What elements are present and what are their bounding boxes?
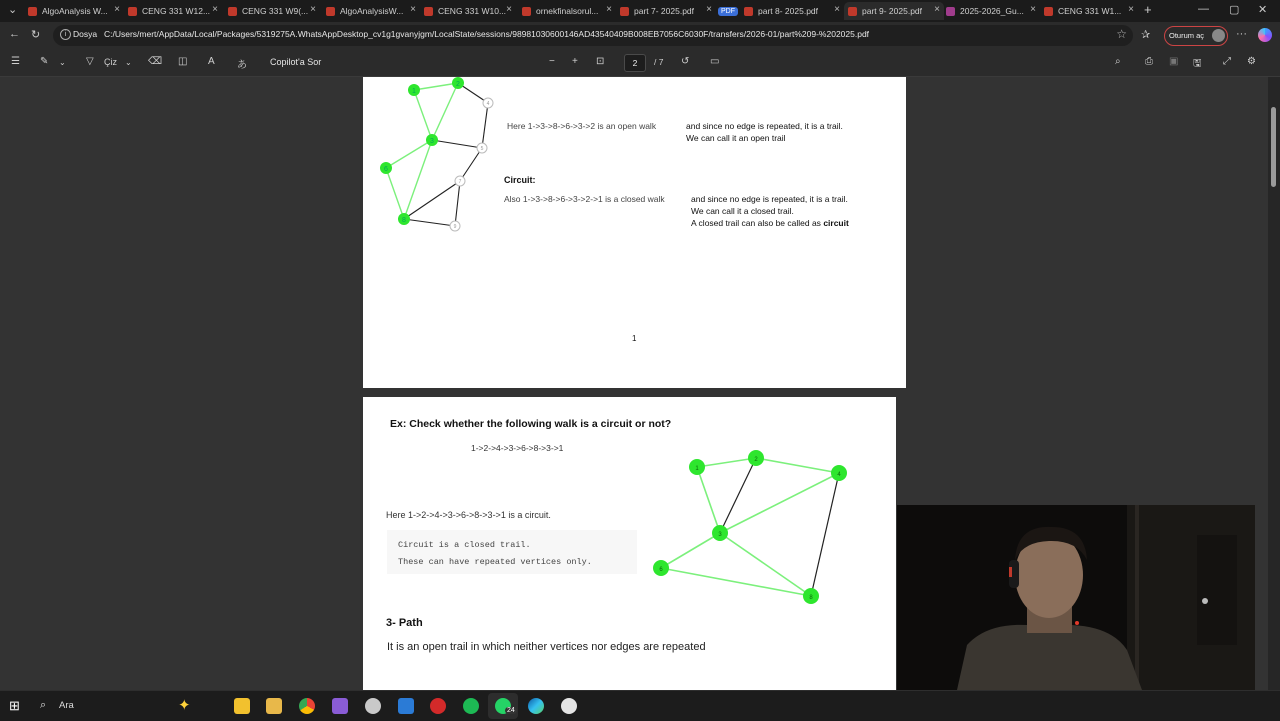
- svg-text:6: 6: [659, 567, 663, 573]
- pdf-page-1: [363, 77, 906, 388]
- webcam-person-image: [897, 505, 1255, 690]
- tab-label: ornekfinalsorul...: [536, 6, 599, 16]
- opera-icon[interactable]: [430, 698, 446, 714]
- whatsapp-taskbar-button[interactable]: [488, 693, 518, 719]
- tab-7[interactable]: [620, 2, 712, 20]
- graph-figure-2: [648, 447, 858, 612]
- circuit-heading: Circuit:: [504, 175, 536, 185]
- tab-1[interactable]: [28, 2, 120, 20]
- close-icon[interactable]: ×: [1128, 4, 1134, 15]
- pdf-icon: [228, 7, 237, 16]
- two-page-icon[interactable]: ▭: [710, 56, 720, 67]
- svg-text:5: 5: [480, 146, 484, 152]
- close-icon[interactable]: ×: [934, 4, 940, 15]
- filter-draw-icon[interactable]: ▽: [86, 56, 94, 67]
- trail-text-2: and since no edge is repeated, it is a trail.: [691, 194, 848, 204]
- windows-start-icon[interactable]: ⊞: [9, 698, 20, 713]
- copilot-ask-label[interactable]: Copilot'a Sor: [270, 57, 322, 67]
- graph1-node-7: [455, 176, 465, 186]
- graph2-node-2: [748, 450, 764, 466]
- graph1-node-3: [426, 134, 438, 146]
- avatar: [1212, 29, 1225, 42]
- read-aloud-icon[interactable]: A: [208, 56, 215, 67]
- circuit-def-text: A closed trail can also be called as circuit: [691, 218, 849, 228]
- graph2-node-1: [689, 459, 705, 475]
- pdf-icon: [946, 7, 955, 16]
- close-icon[interactable]: ×: [834, 4, 840, 15]
- graph1-node-4: [483, 98, 493, 108]
- svg-text:4: 4: [837, 472, 841, 478]
- code-block: [387, 530, 637, 574]
- chevron-down-icon[interactable]: ⌄: [125, 58, 132, 67]
- open-trail-text: We can call it an open trail: [686, 133, 786, 143]
- tab-label: CENG 331 W9(...: [242, 6, 309, 16]
- address-bar[interactable]: [53, 25, 1133, 46]
- chevron-down-icon[interactable]: ⌄: [59, 58, 66, 67]
- close-icon[interactable]: ×: [1030, 4, 1036, 15]
- scrollbar-thumb[interactable]: [1271, 107, 1276, 187]
- close-icon[interactable]: ×: [606, 4, 612, 15]
- tab-label: part 8- 2025.pdf: [758, 6, 819, 16]
- circuit-bold: circuit: [823, 218, 849, 228]
- profile-label: Oturum aç: [1169, 31, 1205, 40]
- graph2-node-4: [831, 465, 847, 481]
- eraser-icon[interactable]: ⌫: [148, 56, 163, 67]
- search-icon[interactable]: ⌕: [40, 699, 47, 711]
- graph1-node-8: [398, 213, 410, 225]
- graph1-node-1: [408, 84, 420, 96]
- back-icon[interactable]: ←: [9, 28, 20, 40]
- more-icon[interactable]: ···: [1236, 28, 1247, 40]
- close-icon[interactable]: ×: [114, 4, 120, 15]
- pdf-icon: [28, 7, 37, 16]
- tab-label: CENG 331 W1...: [1058, 6, 1122, 16]
- close-window-icon[interactable]: ✕: [1258, 4, 1268, 16]
- save-disabled-icon: ▣: [1169, 56, 1179, 67]
- pdf-page-2: [363, 397, 896, 690]
- profile-button[interactable]: [1164, 26, 1228, 46]
- tab-4[interactable]: [326, 2, 416, 20]
- svg-text:7: 7: [458, 179, 462, 185]
- path-heading: 3- Path: [386, 617, 423, 629]
- svg-text:9: 9: [453, 224, 457, 230]
- graph1-node-6: [380, 162, 392, 174]
- svg-text:1: 1: [412, 88, 416, 95]
- pdf-icon: [424, 7, 433, 16]
- svg-text:1: 1: [695, 466, 699, 472]
- search-icon[interactable]: ⌕: [1115, 56, 1121, 67]
- minimize-icon[interactable]: —: [1198, 3, 1209, 15]
- pdf-icon: [1044, 7, 1053, 16]
- svg-text:2: 2: [456, 81, 460, 88]
- taskbar: [0, 690, 1280, 721]
- close-icon[interactable]: ×: [706, 4, 712, 15]
- pdf-icon: [620, 7, 629, 16]
- contents-icon[interactable]: ☰: [11, 56, 20, 67]
- graph1-node-9: [450, 221, 460, 231]
- translate-icon[interactable]: あ: [237, 60, 247, 71]
- favorites-icon[interactable]: ✰: [1141, 29, 1151, 41]
- draw-label[interactable]: Çiz: [104, 57, 117, 67]
- tab-2[interactable]: [128, 2, 218, 20]
- graph2-node-6: [653, 560, 669, 576]
- favorite-star-icon[interactable]: ☆: [1116, 27, 1127, 41]
- spotify-icon[interactable]: [463, 698, 479, 714]
- zoom-out-icon[interactable]: −: [549, 56, 555, 67]
- refresh-icon[interactable]: ↻: [31, 29, 41, 41]
- graph2-node-8: [803, 588, 819, 604]
- tab-label: part 7- 2025.pdf: [634, 6, 695, 16]
- zoom-in-icon[interactable]: +: [572, 56, 578, 67]
- tab-label: CENG 331 W12...: [142, 6, 211, 16]
- pdf-toolbar: [0, 50, 1280, 77]
- close-icon[interactable]: ×: [212, 4, 218, 15]
- close-icon[interactable]: ×: [506, 4, 512, 15]
- graph2-node-3: [712, 525, 728, 541]
- whatsapp-badge: 24: [507, 707, 515, 714]
- tab-3[interactable]: [228, 2, 316, 20]
- tab-6[interactable]: [522, 2, 612, 20]
- svg-text:3: 3: [718, 532, 722, 538]
- example-heading: Ex: Check whether the following walk is a circuit or not?: [390, 418, 672, 430]
- open-walk-text: Here 1->3->8->6->3->2 is an open walk: [507, 121, 657, 131]
- remote-desktop-icon[interactable]: [398, 698, 414, 714]
- svg-text:2: 2: [754, 457, 758, 463]
- trail-text: and since no edge is repeated, it is a trail.: [686, 121, 843, 131]
- tab-5[interactable]: [424, 2, 512, 20]
- svg-text:8: 8: [402, 217, 406, 224]
- app-icon[interactable]: [365, 698, 381, 714]
- highlight-icon[interactable]: ✎: [40, 56, 49, 67]
- tab-9-active[interactable]: [844, 2, 944, 20]
- page-number-input[interactable]: 2: [624, 54, 646, 72]
- vertical-scrollbar[interactable]: [1268, 77, 1280, 690]
- pdf-icon: [744, 7, 753, 16]
- new-tab-icon[interactable]: +: [1144, 2, 1152, 17]
- fullscreen-icon[interactable]: ⤢: [1223, 56, 1231, 67]
- pdf-icon: [848, 7, 857, 16]
- pdf-icon: [522, 7, 531, 16]
- pdf-icon: [326, 7, 335, 16]
- tab-8[interactable]: [718, 2, 840, 20]
- graph-figure-1: [363, 77, 503, 237]
- address-row: [0, 22, 1280, 50]
- url-text[interactable]: C:/Users/mert/AppData/Local/Packages/5319275A.WhatsAppDesktop_cv1g1gvanyjgm/LocalState/sessions/98981030600146AD43540409B008EB7056C6030F/transfers/2026-01/part%209-%202025.pdf: [104, 29, 870, 39]
- tab-actions-icon[interactable]: ⌄: [8, 4, 18, 16]
- tab-11[interactable]: [1044, 2, 1134, 20]
- copilot-sparkle-icon[interactable]: ✦: [178, 697, 191, 714]
- github-desktop-icon[interactable]: [561, 698, 577, 714]
- close-icon[interactable]: ×: [310, 4, 316, 15]
- info-icon[interactable]: i: [60, 29, 71, 40]
- page-number: 1: [632, 334, 637, 343]
- code-line-2: These can have repeated vertices only.: [398, 557, 592, 567]
- file-explorer-icon[interactable]: [266, 698, 282, 714]
- close-icon[interactable]: ×: [410, 4, 416, 15]
- tab-label: 2025-2026_Gu...: [960, 6, 1024, 16]
- tab-10[interactable]: [946, 2, 1036, 20]
- taskbar-search-label[interactable]: Ara: [59, 700, 74, 711]
- walk-sequence: 1->2->4->3->6->8->3->1: [471, 443, 564, 453]
- pdf-icon: [128, 7, 137, 16]
- code-line-1: Circuit is a closed trail.: [398, 540, 531, 550]
- settings-icon[interactable]: ⚙: [1247, 56, 1256, 67]
- save-as-icon[interactable]: 🖫: [1193, 58, 1202, 69]
- copilot-icon[interactable]: [1258, 28, 1272, 42]
- closed-trail-text: We can call it a closed trail.: [691, 206, 794, 216]
- fit-page-icon[interactable]: ⊡: [596, 56, 605, 67]
- closed-walk-text: Also 1->3->8->6->3->2->1 is a closed walk: [504, 194, 665, 204]
- tab-label: AlgoAnalysisW...: [340, 6, 404, 16]
- page-total: / 7: [654, 57, 664, 67]
- webcam-overlay: [897, 505, 1255, 690]
- print-icon[interactable]: ⎙: [1145, 56, 1153, 67]
- tab-label: CENG 331 W10...: [438, 6, 507, 16]
- graph1-node-2: [452, 77, 464, 89]
- edge-icon[interactable]: [528, 698, 544, 714]
- rotate-icon[interactable]: ↺: [681, 56, 690, 67]
- pdf-badge: PDF: [718, 7, 738, 16]
- path-definition: It is an open trail in which neither vertices nor edges are repeated: [387, 641, 706, 653]
- svg-text:8: 8: [809, 595, 813, 601]
- tab-label: AlgoAnalysis W...: [42, 6, 108, 16]
- graph1-node-5: [477, 143, 487, 153]
- svg-text:3: 3: [430, 138, 434, 145]
- visual-studio-icon[interactable]: [332, 698, 348, 714]
- scheme-label: Dosya: [73, 29, 98, 39]
- tab-label: part 9- 2025.pdf: [862, 6, 923, 16]
- chrome-icon[interactable]: [299, 698, 315, 714]
- svg-text:4: 4: [486, 101, 490, 107]
- circuit-answer: Here 1->2->4->3->6->8->3->1 is a circuit.: [386, 510, 551, 520]
- tab-strip: [0, 0, 1280, 22]
- maximize-icon[interactable]: ▢: [1229, 4, 1240, 16]
- svg-text:6: 6: [384, 166, 388, 173]
- sticky-notes-icon[interactable]: [234, 698, 250, 714]
- page-view-icon[interactable]: ◫: [178, 56, 188, 67]
